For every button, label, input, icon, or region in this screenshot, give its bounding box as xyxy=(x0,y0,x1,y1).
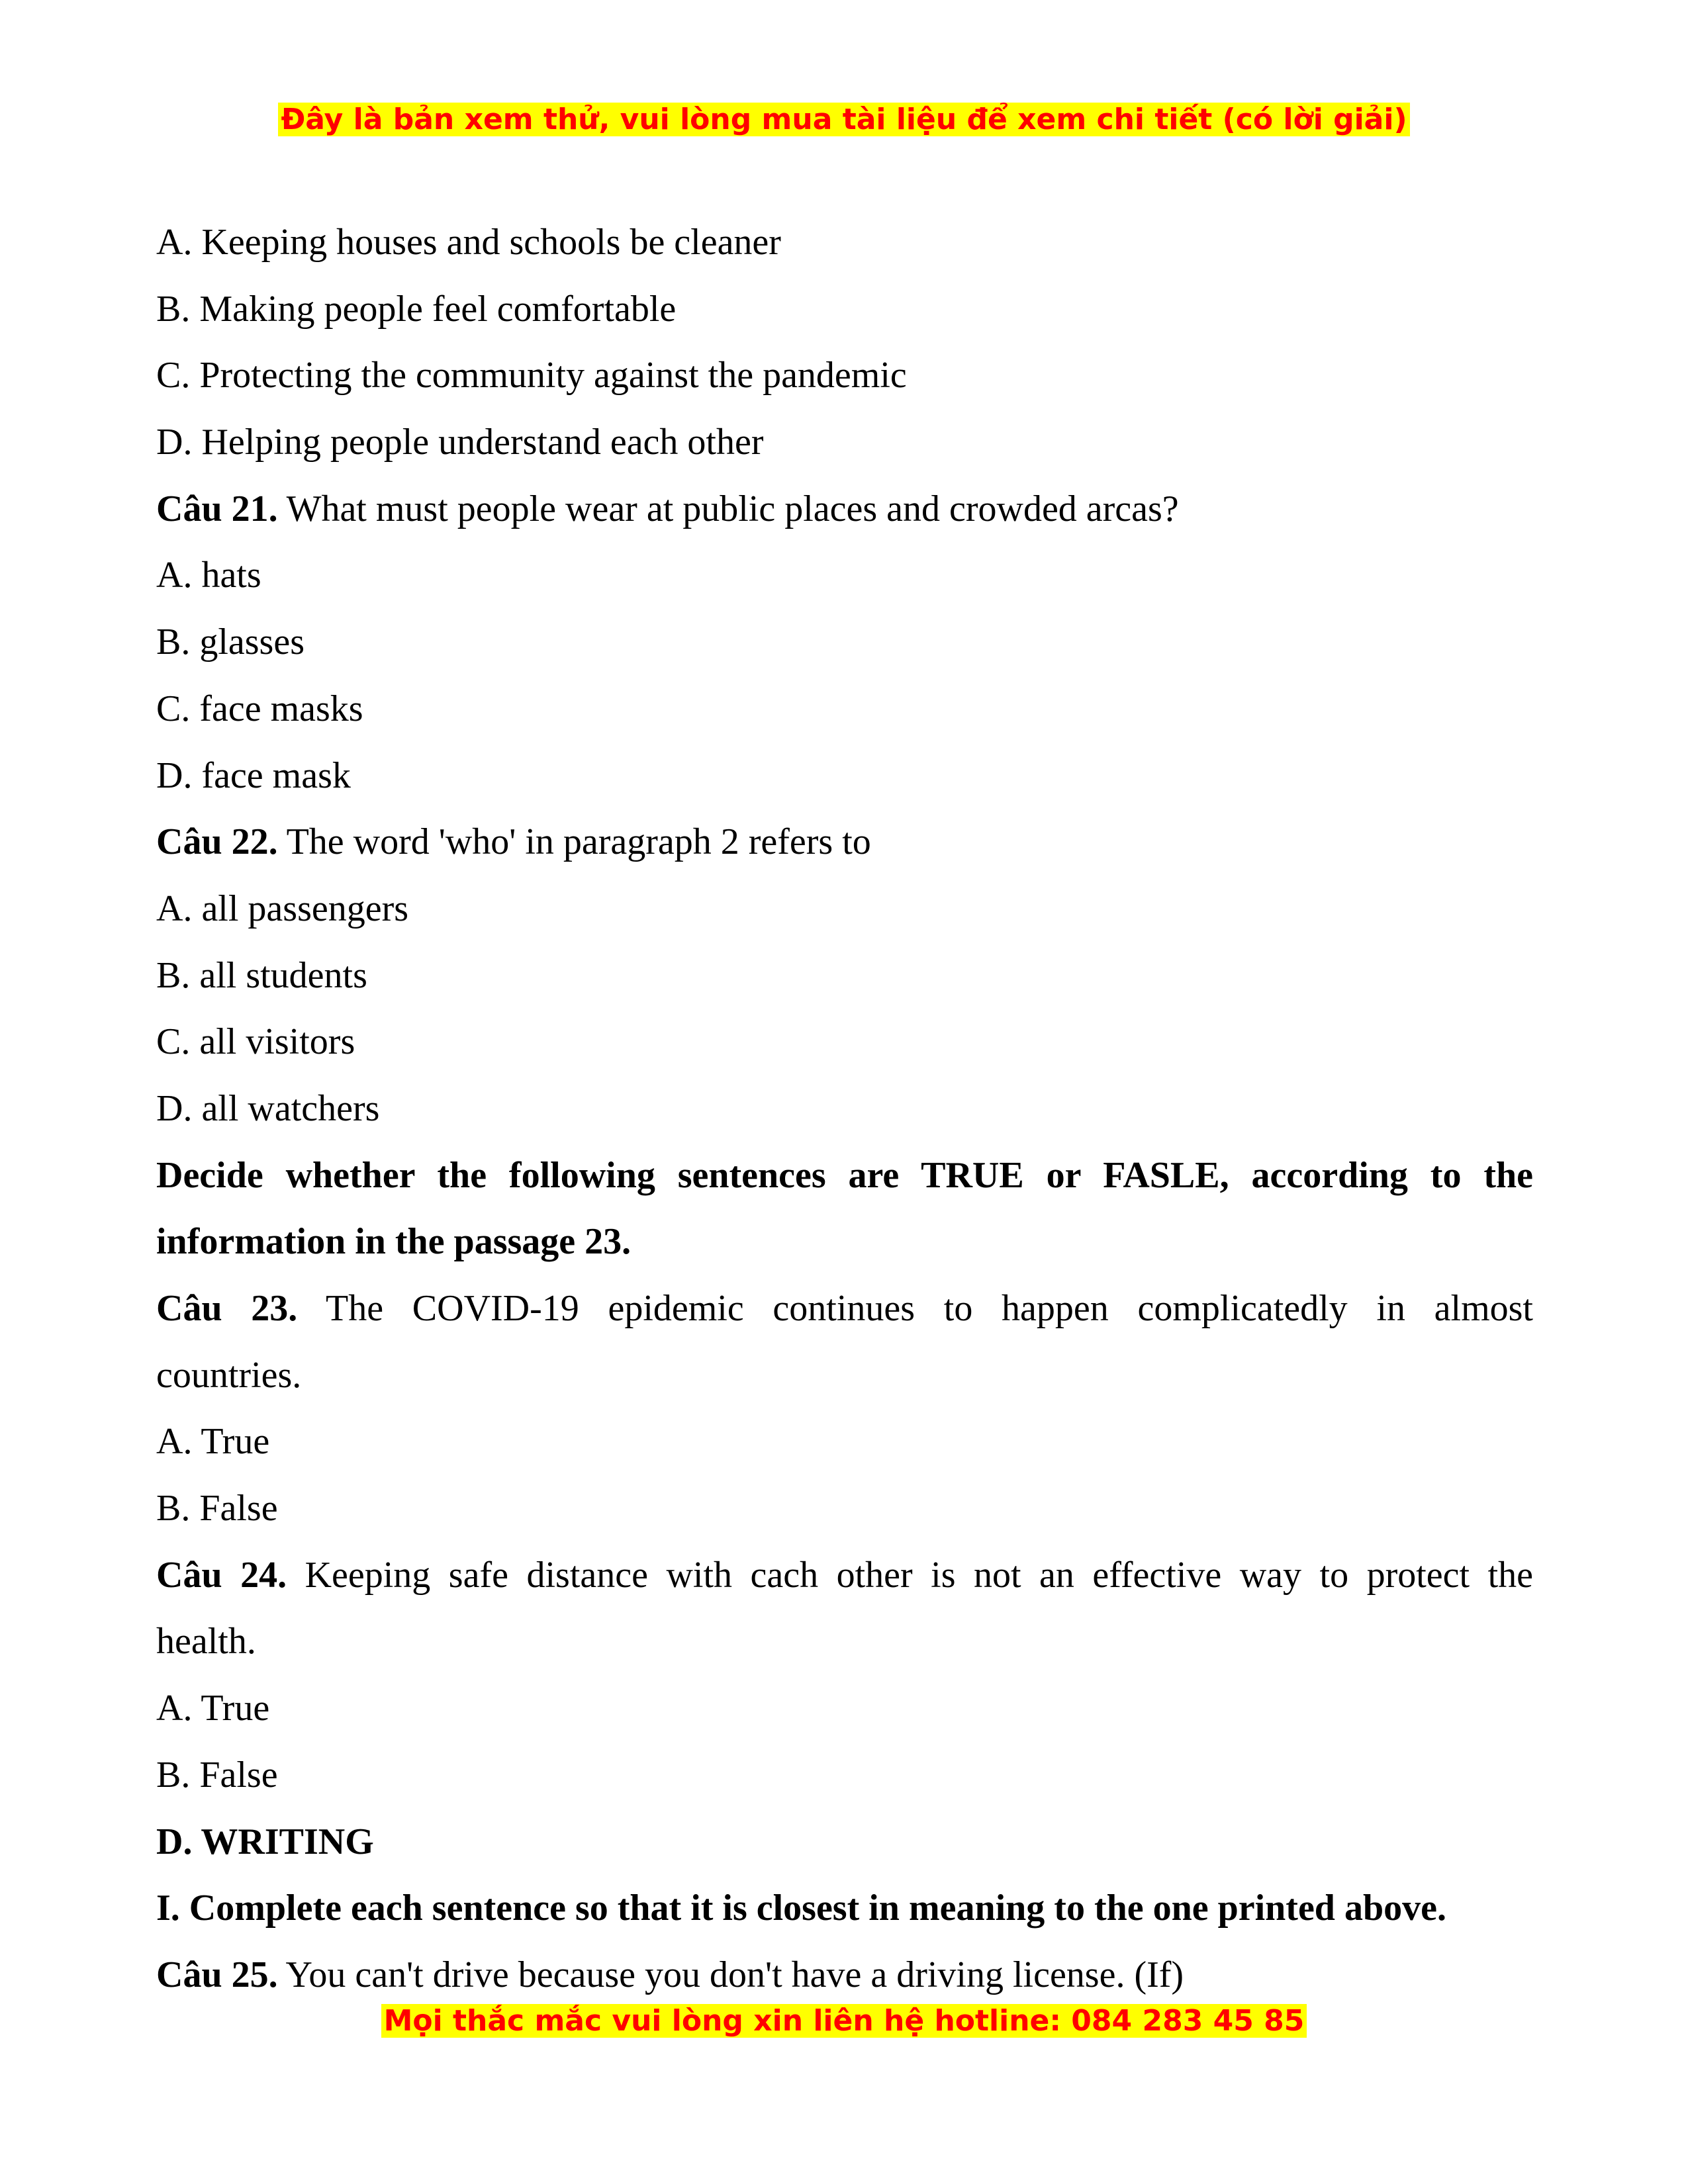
q21-option-a: A. hats xyxy=(156,555,261,596)
writing-heading xyxy=(156,1809,1533,1876)
q22-option-d: D. all watchers xyxy=(156,1087,380,1129)
question-24-continued: health. xyxy=(156,1621,256,1662)
q23-option-a: A. True xyxy=(156,1421,270,1463)
q22-option-c: C. all visitors xyxy=(156,1021,355,1063)
writing-instruction-text: I. Complete each sentence so that it is closest in meaning to the one printed above. xyxy=(156,1888,1446,1929)
writing-instruction xyxy=(156,1875,1533,1942)
document-body xyxy=(156,209,1533,2009)
q24-option-a: A. True xyxy=(156,1688,270,1729)
q22-option-b: B. all students xyxy=(156,954,367,996)
question-21 xyxy=(156,476,1533,543)
q21-option-d: D. face mask xyxy=(156,754,351,796)
q20-option-d: D. Helping people understand each other xyxy=(156,422,764,463)
question-22 xyxy=(156,809,1533,876)
question-22-text: The word 'who' in paragraph 2 refers to xyxy=(277,821,871,863)
question-23 xyxy=(156,1275,1533,1342)
q23-option-b: B. False xyxy=(156,1488,278,1529)
q21-option-c: C. face masks xyxy=(156,688,363,729)
q21-option-b: B. glasses xyxy=(156,621,305,663)
hotline-notice-text: Mọi thắc mắc vui lòng xin liên hệ hotline: 084 283 45 85 xyxy=(381,2004,1307,2038)
q22-option-a: A. all passengers xyxy=(156,887,409,929)
q20-option-a: A. Keeping houses and schools be cleaner xyxy=(156,222,781,263)
q20-option-b: B. Making people feel comfortable xyxy=(156,288,677,330)
tf-instruction-line-2 xyxy=(156,1208,1533,1275)
hotline-notice xyxy=(0,2002,1688,2040)
q24-option-b: B. False xyxy=(156,1754,278,1796)
tf-instruction-text-1: Decide whether the following sentences are TRUE or FASLE, according to the xyxy=(156,1154,1533,1196)
q20-option-c: C. Protecting the community against the pandemic xyxy=(156,355,907,396)
question-23-continued: countries. xyxy=(156,1354,302,1396)
question-23-label: Câu 23. xyxy=(156,1288,298,1329)
question-24-text: Keeping safe distance with cach other is not an effective way to protect the xyxy=(287,1554,1533,1596)
preview-notice xyxy=(0,101,1688,139)
writing-heading-text: D. WRITING xyxy=(156,1821,374,1862)
question-22-label: Câu 22. xyxy=(156,821,278,863)
preview-notice-text: Đây là bản xem thử, vui lòng mua tài liệu để xem chi tiết (có lời giải) xyxy=(278,103,1409,136)
question-25-label: Câu 25. xyxy=(156,1954,278,1995)
question-21-label: Câu 21. xyxy=(156,488,278,529)
tf-instruction-line-1 xyxy=(156,1142,1533,1209)
question-24 xyxy=(156,1542,1533,1609)
question-25-text: You can't drive because you don't have a driving license. (If) xyxy=(277,1954,1184,1995)
question-24-label: Câu 24. xyxy=(156,1554,287,1596)
question-25 xyxy=(156,1942,1533,2009)
question-23-text: The COVID-19 epidemic continues to happen complicatedly in almost xyxy=(297,1288,1533,1329)
question-21-text: What must people wear at public places and crowded arcas? xyxy=(277,488,1179,529)
tf-instruction-text-2: information in the passage 23. xyxy=(156,1221,632,1263)
